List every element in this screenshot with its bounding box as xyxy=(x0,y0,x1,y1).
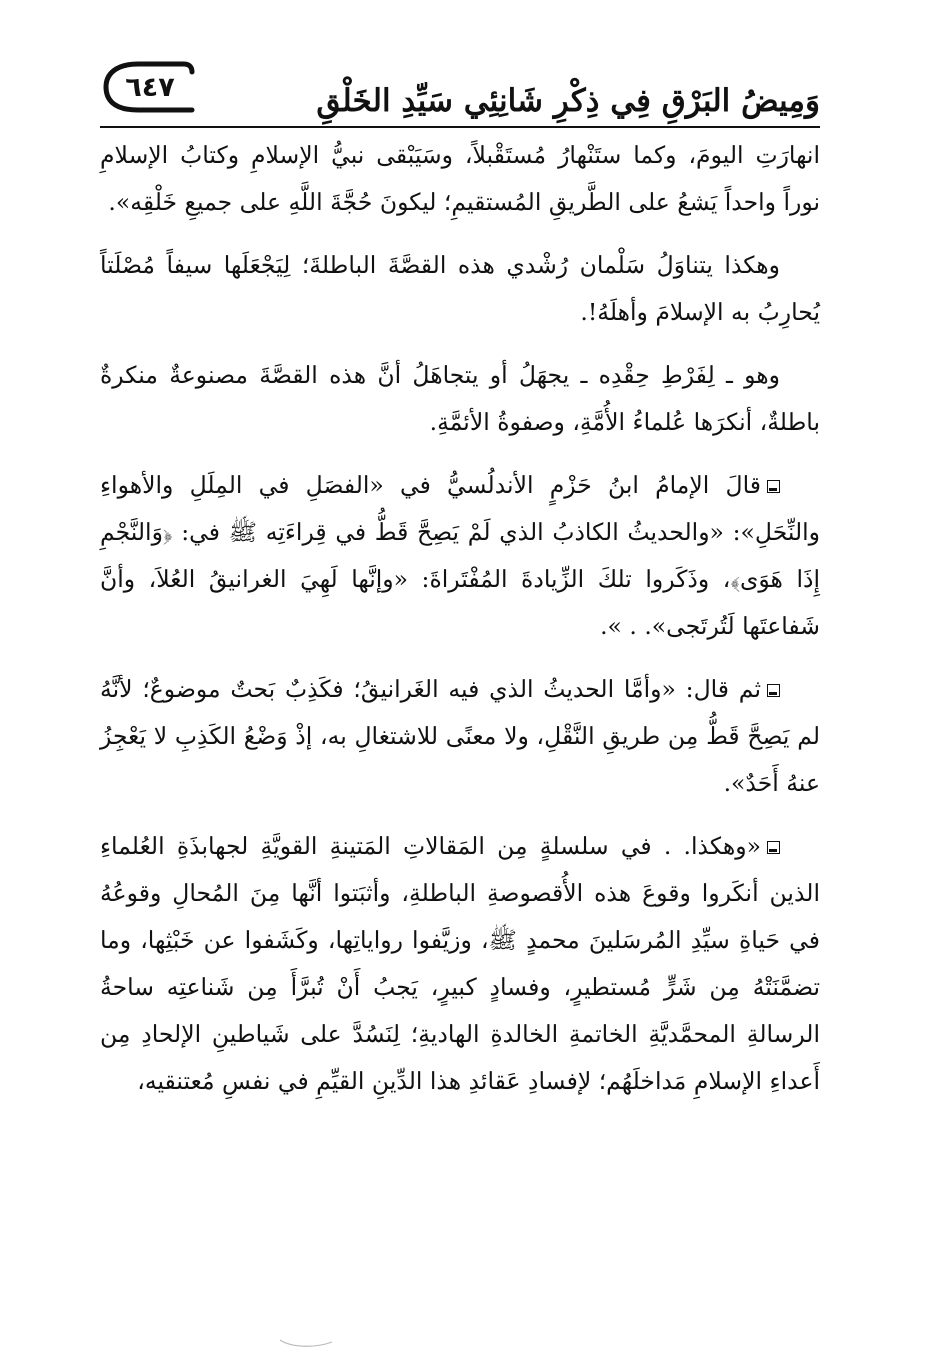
paragraph-text: انهارَتِ اليومَ، وكما ستَنْهارُ مُستَقْبلاً، وسَيَبْقى نبيُّ الإسلامِ وكتابُ الإسلامِ نوراً واحداً يَشعُ على الطَّريقِ المُستقيمِ؛ ليكونَ حُجَّةَ اللَّهِ على جميعِ خَلْقِه». xyxy=(100,141,820,216)
running-title: وَمِيضُ البَرْقِ فِي ذِكْرِ شَانِئِي سَيِّدِ الخَلْقِ xyxy=(316,83,820,119)
page-number-badge xyxy=(100,58,195,120)
section-marker-icon xyxy=(767,684,780,697)
page-header xyxy=(100,58,820,128)
section-marker-icon xyxy=(767,480,780,493)
paragraph-text: وهو ـ لِفَرْطِ حِقْدِه ـ يجهَلُ أو يتجاهَلُ أنَّ هذه القصَّةَ مصنوعةٌ منكرةٌ باطلةٌ، أنكرَها عُلماءُ الأُمَّةِ، وصفوةُ الأئمَّةِ. xyxy=(100,361,820,436)
paragraph-text: «وهكذا. . في سلسلةٍ مِن المَقالاتِ المَتينةِ القويَّةِ لجهابذَةِ العُلماءِ الذين أنكَروا وقوعَ هذه الأُقصوصةِ الباطلةِ، وأثبَتوا أنَّها مِنَ المُحالِ وقوعُهُ في حَياةِ سيِّدِ المُرسَلينَ محمدٍ ﷺ، وزيَّفوا رواياتِها، وكَشَفوا عن خَبْثِها، وما تضمَّنَتْهُ مِن شَرٍّ مُستطيرٍ، وفسادٍ كبيرٍ، يَجبُ أَنْ تُبرَّأَ مِن شَناعتِه ساحةُ الرسالةِ المحمَّديَّةِ الخاتمةِ الخالدةِ الهاديةِ؛ لِنَسُدَّ على شَياطينِ الإلحادِ مِن أَعداءِ الإسلامِ مَداخلَهُم؛ لإفسادِ عَقائدِ هذا الدِّينِ القيِّمِ في نفسِ مُعتنقيه، xyxy=(100,832,820,1095)
paragraph-text: ثم قال: «وأمَّا الحديثُ الذي فيه الغَرانيقُ؛ فكَذِبٌ بَحتٌ موضوعٌ؛ لأنَّهُ لم يَصِحَّ قَطُّ مِن طريقِ النَّقْلِ، ولا معنًى للاشتغالِ به، إذْ وَضْعُ الكَذِبِ لا يَعْجِزُ عنهُ أَحَدٌ». xyxy=(100,675,820,797)
page-body xyxy=(100,132,820,1105)
paragraph-1 xyxy=(100,132,820,226)
header-rule xyxy=(100,126,820,128)
scan-mark-icon xyxy=(276,1336,336,1350)
paragraph-text: قالَ الإمامُ ابنُ حَزْمٍ الأندلُسيُّ في «الفصَلِ في المِلَلِ والأهواءِ والنِّحَلِ»: «والحديثُ الكاذبُ الذي لَمْ يَصِحَّ قَطُّ في قِراءَتِه ﷺ في: ﴿وَالنَّجْمِ إِذَا هَوَى﴾، وذَكَروا تلكَ الزِّيادةَ المُفْتَراةَ: «وإنَّها لَهِيَ الغرانيقُ العُلاَ، وأنَّ شَفاعتَها لَتُرتَجى». . ». xyxy=(100,471,820,640)
section-marker-icon xyxy=(767,841,780,854)
paragraph-4 xyxy=(100,462,820,650)
paragraph-3 xyxy=(100,352,820,446)
paragraph-text: وهكذا يتناوَلُ سَلْمان رُشْدي هذه القصَّةَ الباطلةَ؛ لِيَجْعَلَها سيفاً مُصْلَتاً يُحارِبُ به الإسلامَ وأهلَهُ!. xyxy=(100,251,820,326)
paragraph-2 xyxy=(100,242,820,336)
paragraph-6 xyxy=(100,823,820,1105)
page-number: ٦٤٧ xyxy=(125,72,175,103)
paragraph-5 xyxy=(100,666,820,807)
